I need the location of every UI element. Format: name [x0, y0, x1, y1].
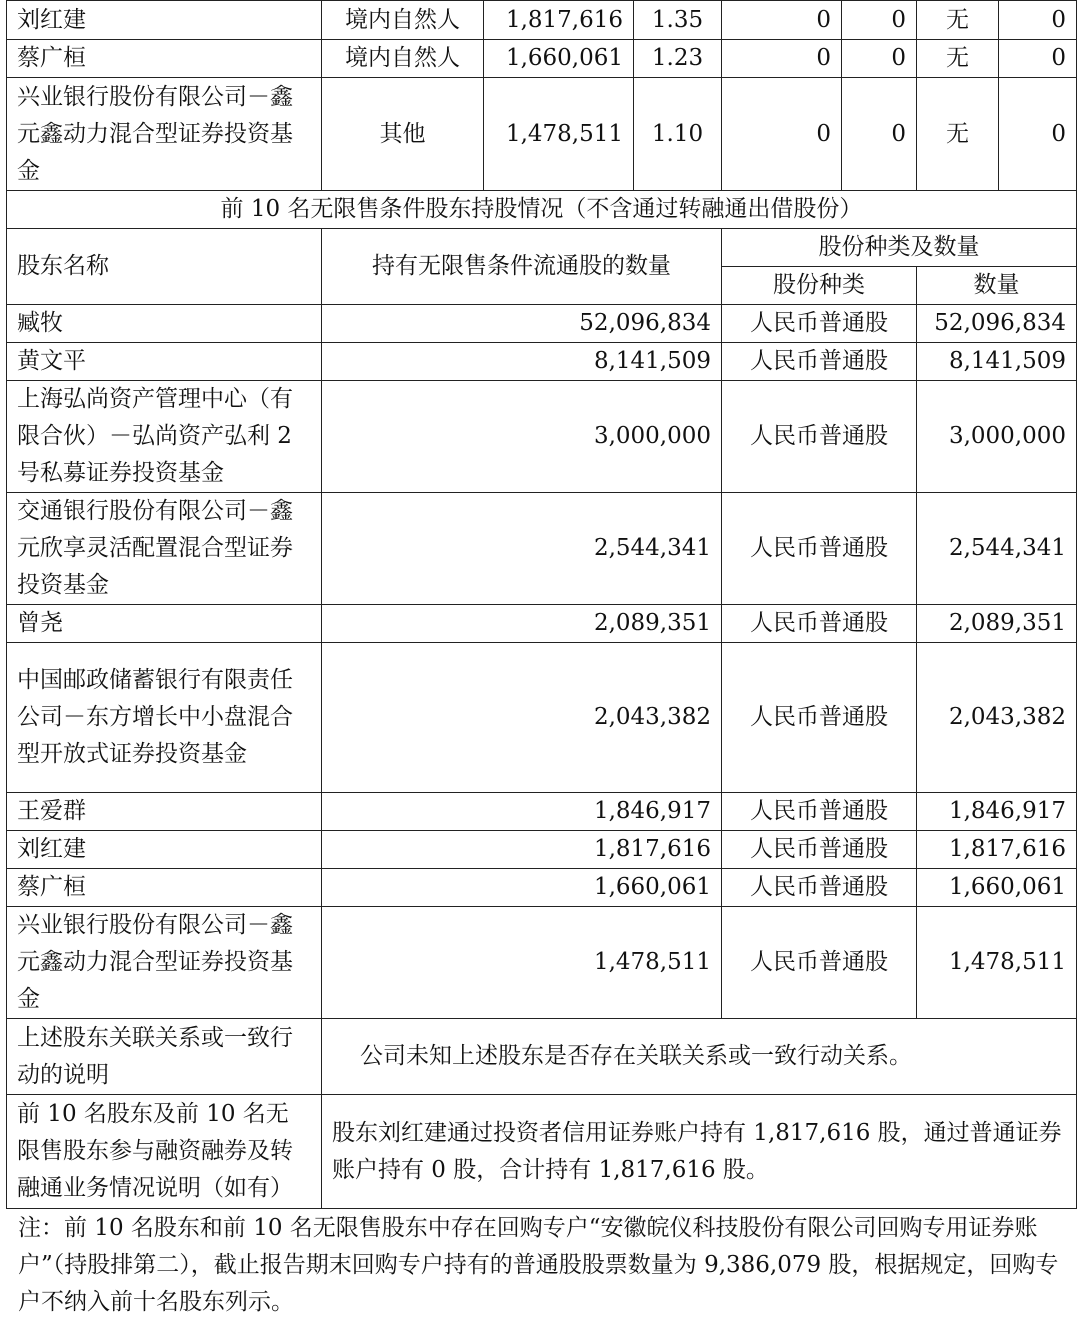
- unrestricted-amount: 3,000,000: [322, 381, 722, 493]
- shareholder-name: 上海弘尚资产管理中心（有限合伙）－弘尚资产弘利 2 号私募证券投资基金: [7, 381, 322, 493]
- shareholder-name: 臧牧: [7, 305, 322, 343]
- pledge-status: 无: [917, 40, 999, 78]
- unrestricted-amount: 2,089,351: [322, 605, 722, 643]
- table-row: [7, 869, 1077, 907]
- share-quantity: 2,043,382: [917, 643, 1077, 793]
- unrestricted-amount: 1,478,511: [322, 907, 722, 1019]
- table-row: [7, 605, 1077, 643]
- section-title: 前 10 名无限售条件股东持股情况（不含通过转融通出借股份）: [7, 191, 1077, 229]
- shareholder-name: 曾尧: [7, 605, 322, 643]
- pledge-quantity: 0: [999, 1, 1077, 40]
- header-quantity: 数量: [917, 267, 1077, 305]
- share-quantity: 1,478,511: [917, 907, 1077, 1019]
- restricted-shares: 0: [722, 40, 842, 78]
- header-shareholder-name: 股东名称: [7, 229, 322, 305]
- pledge-status: 无: [917, 1, 999, 40]
- shareholder-name: 兴业银行股份有限公司－鑫元鑫动力混合型证券投资基金: [7, 78, 322, 191]
- table-row: [7, 381, 1077, 493]
- unrestricted-amount: 2,043,382: [322, 643, 722, 793]
- share-type: 人民币普通股: [722, 605, 917, 643]
- table-row: [7, 1, 1077, 40]
- share-type: 人民币普通股: [722, 831, 917, 869]
- share-type: 人民币普通股: [722, 907, 917, 1019]
- share-type: 人民币普通股: [722, 343, 917, 381]
- share-percent: 1.10: [634, 78, 722, 191]
- header-row: [7, 229, 1077, 267]
- shareholder-name: 刘红建: [7, 1, 322, 40]
- share-quantity: 3,000,000: [917, 381, 1077, 493]
- shareholder-name: 兴业银行股份有限公司－鑫元鑫动力混合型证券投资基金: [7, 907, 322, 1019]
- unrestricted-amount: 52,096,834: [322, 305, 722, 343]
- header-share-type-group: 股份种类及数量: [722, 229, 1077, 267]
- relation-row: [7, 1019, 1077, 1095]
- table-row: [7, 493, 1077, 605]
- pledge-quantity: 0: [999, 78, 1077, 191]
- share-quantity: 52,096,834: [917, 305, 1077, 343]
- share-quantity: 2,544,341: [917, 493, 1077, 605]
- shareholder-name: 刘红建: [7, 831, 322, 869]
- table-row: [7, 40, 1077, 78]
- pledged-shares: 0: [842, 78, 917, 191]
- section-title-row: [7, 191, 1077, 229]
- table-row: [7, 643, 1077, 793]
- header-unrestricted-shares: 持有无限售条件流通股的数量: [322, 229, 722, 305]
- header-share-type: 股份种类: [722, 267, 917, 305]
- share-type: 人民币普通股: [722, 869, 917, 907]
- unrestricted-amount: 1,846,917: [322, 793, 722, 831]
- footnote: 注：前 10 名股东和前 10 名无限售股东中存在回购专户“安徽皖仪科技股份有限公司回购专用证券账户”（持股排第二），截止报告期末回购专户持有的普通股股票数量为 9,386,079 股，根据规定，回购专户不纳入前十名股东列示。: [18, 1215, 1059, 1315]
- share-type: 人民币普通股: [722, 493, 917, 605]
- unrestricted-amount: 8,141,509: [322, 343, 722, 381]
- shareholder-name: 黄文平: [7, 343, 322, 381]
- pledge-quantity: 0: [999, 40, 1077, 78]
- table-row: [7, 305, 1077, 343]
- shareholder-type: 境内自然人: [322, 1, 484, 40]
- table-row: [7, 343, 1077, 381]
- margin-row: [7, 1095, 1077, 1209]
- unrestricted-amount: 1,660,061: [322, 869, 722, 907]
- shareholder-table: [6, 0, 1077, 1209]
- shareholder-name: 交通银行股份有限公司－鑫元欣享灵活配置混合型证券投资基金: [7, 493, 322, 605]
- table-row: [7, 793, 1077, 831]
- share-quantity: 1,660,061: [917, 869, 1077, 907]
- share-type: 人民币普通股: [722, 793, 917, 831]
- pledge-status: 无: [917, 78, 999, 191]
- share-percent: 1.35: [634, 1, 722, 40]
- shares-held: 1,660,061: [484, 40, 634, 78]
- share-percent: 1.23: [634, 40, 722, 78]
- share-quantity: 8,141,509: [917, 343, 1077, 381]
- shareholder-name: 中国邮政储蓄银行有限责任公司－东方增长中小盘混合型开放式证券投资基金: [7, 643, 322, 793]
- shares-held: 1,817,616: [484, 1, 634, 40]
- restricted-shares: 0: [722, 1, 842, 40]
- shareholder-name: 蔡广桓: [7, 40, 322, 78]
- shareholder-name: 蔡广桓: [7, 869, 322, 907]
- relation-text: 公司未知上述股东是否存在关联关系或一致行动关系。: [322, 1019, 1077, 1095]
- pledged-shares: 0: [842, 40, 917, 78]
- table-row: [7, 78, 1077, 191]
- table-row: [7, 831, 1077, 869]
- share-quantity: 2,089,351: [917, 605, 1077, 643]
- pledged-shares: 0: [842, 1, 917, 40]
- unrestricted-amount: 2,544,341: [322, 493, 722, 605]
- share-type: 人民币普通股: [722, 381, 917, 493]
- shareholder-type: 其他: [322, 78, 484, 191]
- share-quantity: 1,817,616: [917, 831, 1077, 869]
- unrestricted-amount: 1,817,616: [322, 831, 722, 869]
- margin-label: 前 10 名股东及前 10 名无限售股东参与融资融券及转融通业务情况说明（如有）: [7, 1095, 322, 1209]
- share-type: 人民币普通股: [722, 643, 917, 793]
- share-quantity: 1,846,917: [917, 793, 1077, 831]
- table-row: [7, 907, 1077, 1019]
- shareholder-name: 王爱群: [7, 793, 322, 831]
- share-type: 人民币普通股: [722, 305, 917, 343]
- margin-text: 股东刘红建通过投资者信用证券账户持有 1,817,616 股，通过普通证券账户持有 0 股，合计持有 1,817,616 股。: [322, 1095, 1077, 1209]
- shares-held: 1,478,511: [484, 78, 634, 191]
- relation-label: 上述股东关联关系或一致行动的说明: [7, 1019, 322, 1095]
- shareholder-type: 境内自然人: [322, 40, 484, 78]
- restricted-shares: 0: [722, 78, 842, 191]
